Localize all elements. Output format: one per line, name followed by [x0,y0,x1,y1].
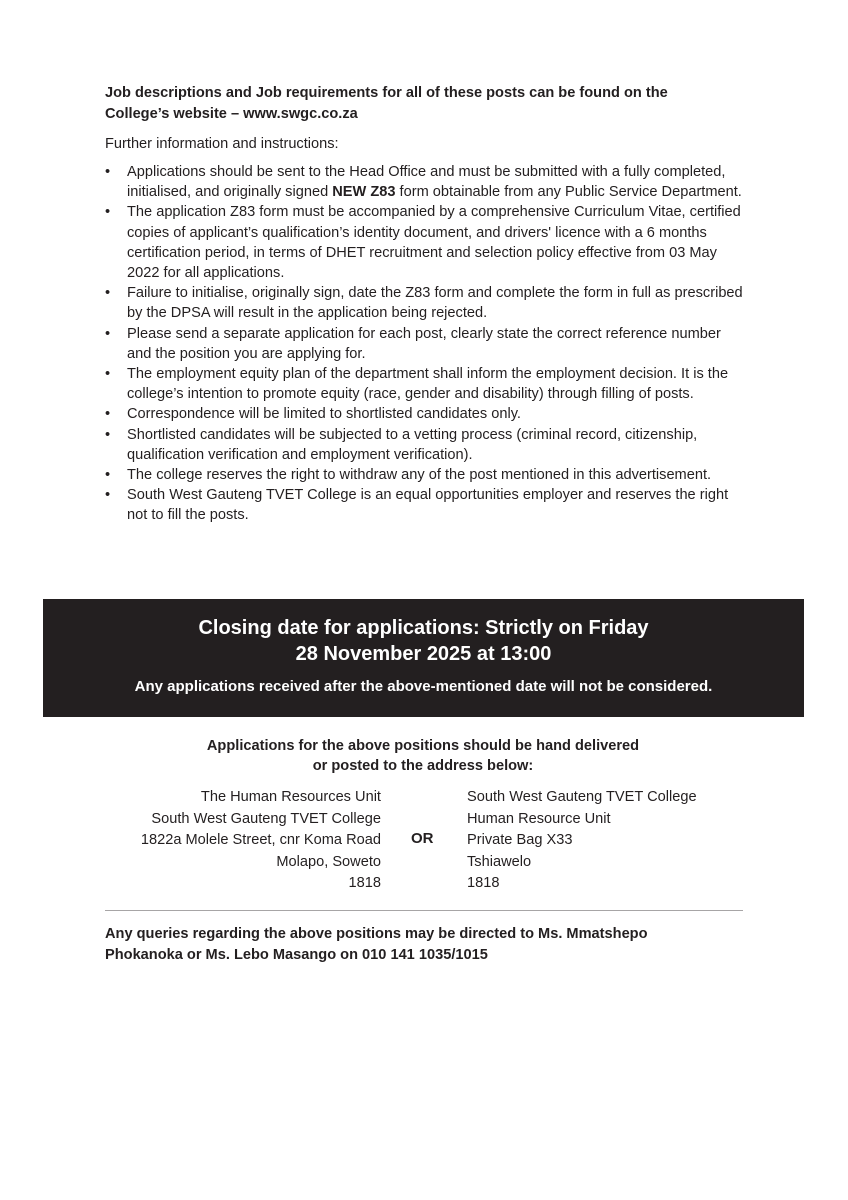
list-item-text: Failure to initialise, originally sign, date the Z83 form and complete the form in full as prescribed by the DPSA will result in the application being rejected. [127,285,743,322]
list-item [105,485,745,525]
late-applications-notice: Any applications received after the above-mentioned date will not be considered. [134,678,713,695]
address-line: The Human Resources Unit [200,789,381,805]
bullet-icon: • [105,204,111,221]
new-z83-emphasis: NEW Z83 [332,184,396,201]
list-item [105,202,745,283]
instructions-list [105,162,745,526]
address-line: Private Bag X33 [467,832,573,849]
address-line: South West Gauteng TVET College [467,789,697,805]
delivery-line-1: Applications for the above positions should be hand delivered [206,738,640,754]
or-separator: OR [411,830,434,847]
job-descriptions-line-1: Job descriptions and Job requirements for all of these posts can be found on the [105,85,668,101]
bullet-icon: • [105,325,111,342]
closing-date-value: 28 November 2025 at 13:00 [295,643,552,665]
bullet-icon: • [105,467,111,484]
job-descriptions-note [105,83,745,125]
address-line: 1822a Molele Street, cnr Koma Road [140,832,381,849]
bullet-icon: • [105,487,111,504]
address-line: Human Resource Unit [467,810,611,827]
job-descriptions-line-2: College’s website – www.swgc.co.za [105,106,358,122]
list-item-text: The employment equity plan of the department shall inform the employment decision. It is the college’s intention to promote equity (race, gender and disability) through filling of posts. [127,366,729,403]
delivery-instructions [105,736,741,776]
bullet-icon: • [105,426,111,443]
list-item-text: Shortlisted candidates will be subjected to a vetting process (criminal record, citizenship, qualification verification and employment verification). [127,426,698,463]
bullet-icon: • [105,164,111,180]
list-item-text: The college reserves the right to withdraw any of the post mentioned in this advertisement. [127,467,712,484]
closing-date-heading: Closing date for applications: Strictly on Friday [198,617,649,639]
further-info-heading: Further information and instructions: [105,136,339,152]
address-line: South West Gauteng TVET College [151,810,381,827]
queries-contact [105,924,745,966]
list-item [105,465,745,485]
queries-line-2: Phokanoka or Ms. Lebo Masango on 010 141 1035/1015 [105,947,488,963]
list-item-text: South West Gauteng TVET College is an equal opportunities employer and reserves the right not to fill the posts. [127,487,729,524]
address-line: 1818 [348,875,381,892]
address-line: 1818 [467,875,500,892]
queries-line-1: Any queries regarding the above positions may be directed to Ms. Mmatshepo [105,926,648,942]
list-item [105,283,745,323]
delivery-line-2: or posted to the address below: [312,758,534,774]
list-item [105,162,745,202]
list-item-text: Correspondence will be limited to shortlisted candidates only. [127,406,521,423]
list-item [105,404,745,424]
address-line: Tshiawelo [467,853,532,870]
list-item [105,364,745,404]
list-item [105,425,745,465]
postal-address [467,787,697,895]
list-item-text: The application Z83 form must be accompanied by a comprehensive Curriculum Vitae, certified copies of applicant’s qualification’s identity document, and drivers' licence with a 6 months certification period, in terms of DHET recruitment and selection policy effective from 03 May 2022 for all applications. [127,204,741,282]
bullet-icon: • [105,406,111,423]
list-item-text: Please send a separate application for each post, clearly state the correct reference number and the position you are applying for. [127,325,721,362]
list-item-text: Applications should be sent to the Head Office and must be submitted with a fully completed, initialised, and originally signed [127,164,726,201]
bullet-icon: • [105,285,111,302]
divider [105,910,743,911]
instructions-section [105,83,745,526]
address-line: Molapo, Soweto [276,853,381,870]
list-item [105,324,745,364]
physical-address [141,787,381,895]
closing-date-banner [43,599,804,717]
bullet-icon: • [105,366,111,383]
list-item-text: form obtainable from any Public Service Department. [395,184,742,201]
